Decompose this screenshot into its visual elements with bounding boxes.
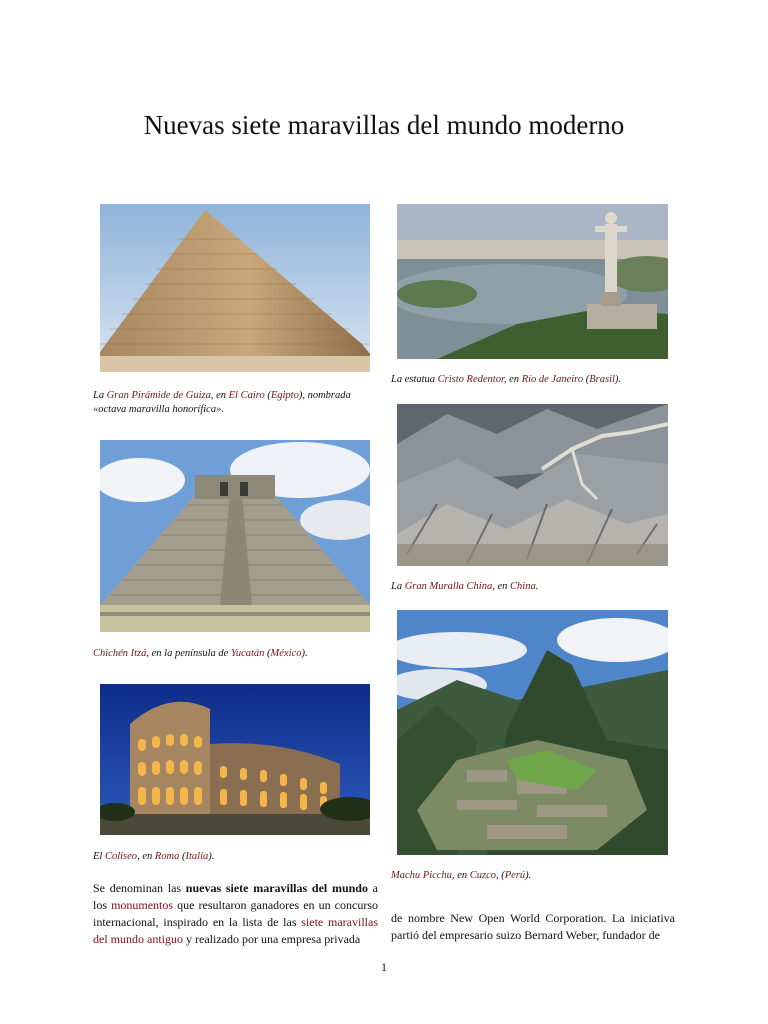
caption-chichen: Chichén Itzá, en la península de Yucatán (México). [93,648,308,659]
link-cristo-redentor[interactable]: Cristo Redentor [437,374,504,385]
coliseo-image [100,684,370,835]
link-china[interactable]: China [510,581,536,592]
link-cuzco[interactable]: Cuzco [469,870,496,881]
link-chichen-itza[interactable]: Chichén Itzá [93,648,147,659]
link-gran-muralla[interactable]: Gran Muralla China [404,581,493,592]
page-number: 1 [381,960,387,974]
caption-machu: Machu Picchu, en Cuzco, (Perú). [391,870,532,881]
intro-paragraph-right: de nombre New Open World Corporation. La iniciativa partió del empresario suizo Bernard Weber, fundador de [391,911,675,942]
link-brasil[interactable]: Brasil [589,374,615,385]
link-gran-piramide[interactable]: Gran Pirámide de Guiza [106,390,211,401]
machu-picchu-image [397,610,668,855]
gran-muralla-image [397,404,668,566]
caption-cristo: La estatua Cristo Redentor, en Río de Janeiro (Brasil). [391,374,622,385]
chichen-itza-image [100,440,370,632]
link-mexico[interactable]: México [270,648,302,659]
caption-coliseo: El Coliseo, en Roma (Italia). [93,851,215,862]
link-yucatan[interactable]: Yucatán [230,648,265,659]
caption-muralla: La Gran Muralla China, en China. [391,581,539,592]
cristo-redentor-image [397,204,668,359]
link-egipto[interactable]: Egipto [270,390,299,401]
link-coliseo[interactable]: Coliseo [104,851,138,862]
link-rio-de-janeiro[interactable]: Río de Janeiro [521,374,584,385]
link-italia[interactable]: Italia [185,851,209,862]
link-siete-maravillas-antiguo[interactable]: siete maravillas del mundo antiguo [93,915,378,946]
gran-piramide-image [100,204,370,372]
page-title: Nuevas siete maravillas del mundo moderno [143,110,625,140]
link-roma[interactable]: Roma [154,851,180,862]
link-peru[interactable]: Perú [504,870,526,881]
link-machu-picchu[interactable]: Machu Picchu [391,870,452,881]
caption-piramide: La Gran Pirámide de Guiza, en El Cairo (Egipto), nombrada «octava maravilla honorífica». [93,390,351,415]
link-el-cairo[interactable]: El Cairo [228,390,265,401]
intro-paragraph-left: Se denominan las nuevas siete maravillas del mundo a los monumentos que resultaron ganadores en un concurso internacional, inspirado en la lista de las siete maravillas del mundo antiguo y realizado por una empresa privada [93,881,379,946]
link-monumentos[interactable]: monumentos [111,898,174,912]
